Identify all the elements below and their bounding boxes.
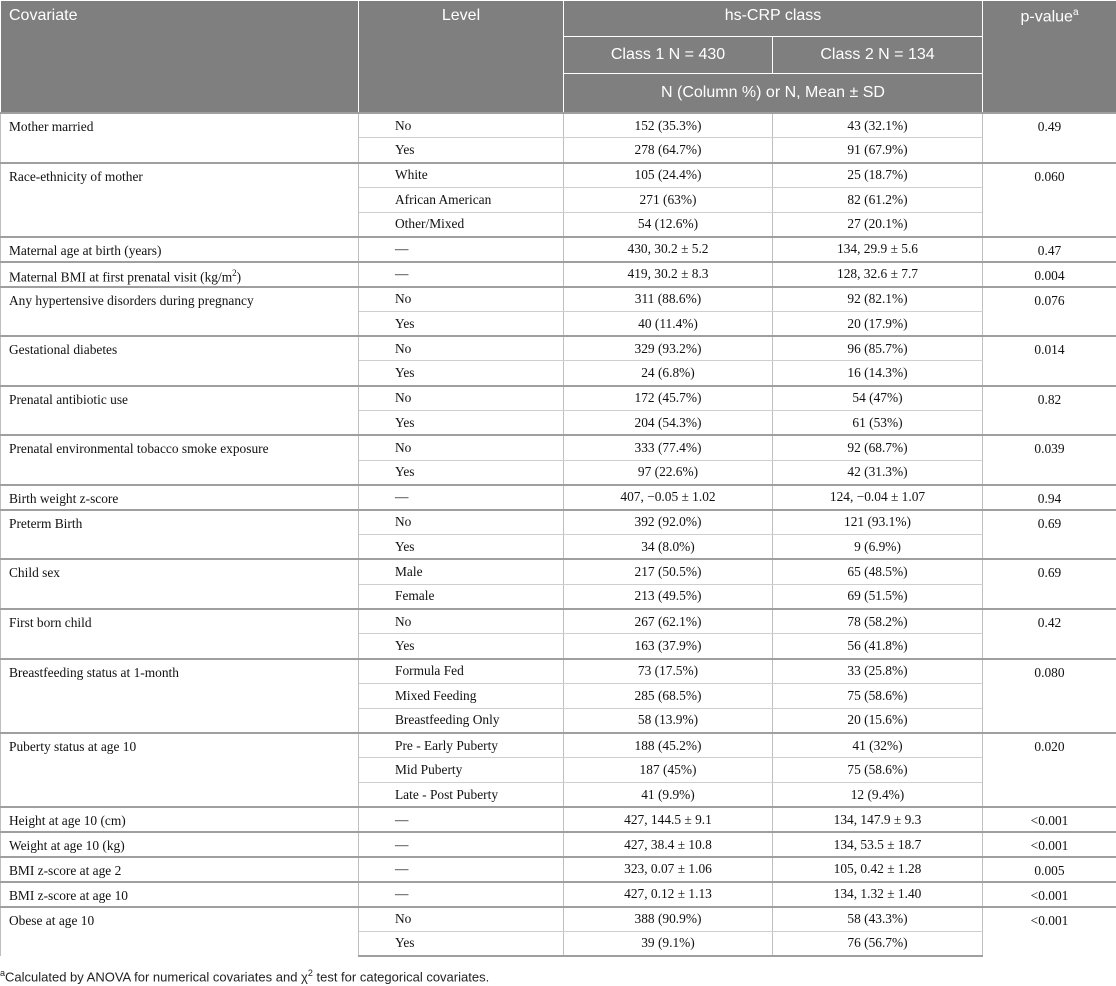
level-cell: Mixed Feeding xyxy=(359,683,564,708)
footnote-text-tail: test for categorical covariates. xyxy=(312,969,490,985)
level-cell: Female xyxy=(359,584,564,609)
covariate-superscript: 2 xyxy=(232,267,237,278)
class1-value-cell: 58 (13.9%) xyxy=(564,708,773,733)
class1-value-cell: 54 (12.6%) xyxy=(564,212,773,237)
class2-value-cell: 78 (58.2%) xyxy=(773,609,983,634)
level-cell: — xyxy=(359,485,564,510)
covariate-cell xyxy=(1,336,359,386)
class1-value-cell: 40 (11.4%) xyxy=(564,311,773,336)
table-row xyxy=(1,733,1116,758)
class2-value-cell: 20 (17.9%) xyxy=(773,311,983,336)
class2-value-cell: 134, 29.9 ± 5.6 xyxy=(773,237,983,262)
pvalue-cell: <0.001 xyxy=(983,882,1116,907)
table-row xyxy=(1,510,1116,535)
class2-value-cell: 91 (67.9%) xyxy=(773,138,983,163)
class2-value-cell: 20 (15.6%) xyxy=(773,708,983,733)
class2-value-cell: 56 (41.8%) xyxy=(773,634,983,659)
footnote-chi-exponent: 2 xyxy=(307,968,313,978)
level-cell: No xyxy=(359,907,564,932)
class1-value-cell: 427, 0.12 ± 1.13 xyxy=(564,882,773,907)
class2-value-cell: 42 (31.3%) xyxy=(773,460,983,485)
table-row xyxy=(1,609,1116,634)
header-class2: Class 2 N = 134 xyxy=(773,37,983,74)
pvalue-cell: 0.060 xyxy=(983,163,1116,237)
pvalue-cell: 0.69 xyxy=(983,559,1116,609)
table-row xyxy=(1,882,1116,907)
covariate-label: Height at age 10 (cm) xyxy=(9,813,126,829)
class1-value-cell: 430, 30.2 ± 5.2 xyxy=(564,237,773,262)
level-cell: — xyxy=(359,857,564,882)
covariate-cell xyxy=(1,510,359,560)
pvalue-cell: 0.42 xyxy=(983,609,1116,659)
class2-value-cell: 134, 147.9 ± 9.3 xyxy=(773,807,983,832)
footnote-text: Calculated by ANOVA for numerical covariates and χ xyxy=(5,969,308,985)
class1-value-cell: 34 (8.0%) xyxy=(564,535,773,560)
level-cell: — xyxy=(359,807,564,832)
table-row xyxy=(1,287,1116,312)
class2-value-cell: 124, −0.04 ± 1.07 xyxy=(773,485,983,510)
covariate-label: Mother married xyxy=(9,119,94,134)
class1-value-cell: 392 (92.0%) xyxy=(564,510,773,535)
pvalue-cell: 0.82 xyxy=(983,386,1116,436)
class1-value-cell: 39 (9.1%) xyxy=(564,931,773,956)
class1-value-cell: 213 (49.5%) xyxy=(564,584,773,609)
covariate-cell xyxy=(1,435,359,485)
table-row xyxy=(1,659,1116,684)
class2-value-cell: 69 (51.5%) xyxy=(773,584,983,609)
level-cell: — xyxy=(359,832,564,857)
covariate-label: First born child xyxy=(9,614,92,630)
table-row xyxy=(1,386,1116,411)
class2-value-cell: 134, 1.32 ± 1.40 xyxy=(773,882,983,907)
class2-value-cell: 25 (18.7%) xyxy=(773,163,983,188)
covariate-suffix: ) xyxy=(236,269,242,285)
covariate-label: Race-ethnicity of mother xyxy=(9,168,143,184)
class2-value-cell: 41 (32%) xyxy=(773,733,983,758)
class2-value-cell: 82 (61.2%) xyxy=(773,187,983,212)
table-header xyxy=(1,1,1116,114)
covariate-cell xyxy=(1,559,359,609)
class1-value-cell: 24 (6.8%) xyxy=(564,361,773,386)
pvalue-cell: 0.004 xyxy=(983,262,1116,287)
pvalue-cell: 0.005 xyxy=(983,857,1116,882)
class2-value-cell: 43 (32.1%) xyxy=(773,113,983,138)
pvalue-cell: <0.001 xyxy=(983,832,1116,857)
class1-value-cell: 97 (22.6%) xyxy=(564,460,773,485)
class1-value-cell: 172 (45.7%) xyxy=(564,386,773,411)
pvalue-cell: 0.039 xyxy=(983,435,1116,485)
header-pvalue-text: p-value xyxy=(1020,8,1073,26)
level-cell: Male xyxy=(359,559,564,584)
header-class1: Class 1 N = 430 xyxy=(564,37,773,74)
table-row xyxy=(1,807,1116,832)
class2-value-cell: 121 (93.1%) xyxy=(773,510,983,535)
class1-value-cell: 41 (9.9%) xyxy=(564,783,773,808)
class1-value-cell: 163 (37.9%) xyxy=(564,634,773,659)
class1-value-cell: 204 (54.3%) xyxy=(564,411,773,436)
covariate-cell xyxy=(1,733,359,807)
pvalue-cell: 0.47 xyxy=(983,237,1116,262)
covariate-label: Puberty status at age 10 xyxy=(9,738,137,754)
table-row xyxy=(1,857,1116,882)
table-row xyxy=(1,237,1116,262)
class2-value-cell: 75 (58.6%) xyxy=(773,758,983,783)
class2-value-cell: 105, 0.42 ± 1.28 xyxy=(773,857,983,882)
table-row xyxy=(1,113,1116,138)
level-cell: Breastfeeding Only xyxy=(359,708,564,733)
class1-value-cell: 311 (88.6%) xyxy=(564,287,773,312)
covariate-cell xyxy=(1,262,359,287)
table-row xyxy=(1,163,1116,188)
table-row xyxy=(1,435,1116,460)
class2-value-cell: 92 (82.1%) xyxy=(773,287,983,312)
covariate-label: Maternal age at birth (years) xyxy=(9,242,162,258)
covariate-label: BMI z-score at age 10 xyxy=(9,887,128,903)
level-cell: Mid Puberty xyxy=(359,758,564,783)
covariate-cell xyxy=(1,857,359,882)
level-cell: Yes xyxy=(359,931,564,956)
class1-value-cell: 427, 144.5 ± 9.1 xyxy=(564,807,773,832)
class1-value-cell: 329 (93.2%) xyxy=(564,336,773,361)
level-cell: No xyxy=(359,386,564,411)
class1-value-cell: 188 (45.2%) xyxy=(564,733,773,758)
covariate-cell xyxy=(1,882,359,907)
level-cell: African American xyxy=(359,187,564,212)
covariate-cell xyxy=(1,386,359,436)
table-body xyxy=(1,113,1116,956)
class1-value-cell: 105 (24.4%) xyxy=(564,163,773,188)
level-cell: — xyxy=(359,237,564,262)
covariate-cell xyxy=(1,609,359,659)
footnote-marker: a xyxy=(0,968,6,978)
covariate-cell xyxy=(1,113,359,163)
table-row xyxy=(1,262,1116,287)
level-cell: Yes xyxy=(359,634,564,659)
class2-value-cell: 54 (47%) xyxy=(773,386,983,411)
class2-value-cell: 61 (53%) xyxy=(773,411,983,436)
header-stat-description: N (Column %) or N, Mean ± SD xyxy=(564,74,983,114)
level-cell: Pre - Early Puberty xyxy=(359,733,564,758)
level-cell: No xyxy=(359,113,564,138)
class1-value-cell: 427, 38.4 ± 10.8 xyxy=(564,832,773,857)
class2-value-cell: 128, 32.6 ± 7.7 xyxy=(773,262,983,287)
level-cell: No xyxy=(359,336,564,361)
table-row xyxy=(1,336,1116,361)
level-cell: Yes xyxy=(359,311,564,336)
level-cell: Yes xyxy=(359,361,564,386)
pvalue-cell: <0.001 xyxy=(983,807,1116,832)
header-pvalue-sup: a xyxy=(1072,7,1079,18)
covariate-cell xyxy=(1,907,359,957)
class2-value-cell: 65 (48.5%) xyxy=(773,559,983,584)
level-cell: Other/Mixed xyxy=(359,212,564,237)
pvalue-cell: 0.014 xyxy=(983,336,1116,386)
class1-value-cell: 388 (90.9%) xyxy=(564,907,773,932)
header-level: Level xyxy=(359,1,564,114)
covariate-label: Child sex xyxy=(9,565,60,581)
class2-value-cell: 58 (43.3%) xyxy=(773,907,983,932)
table-row xyxy=(1,832,1116,857)
class2-value-cell: 92 (68.7%) xyxy=(773,435,983,460)
level-cell: Yes xyxy=(359,411,564,436)
class1-value-cell: 285 (68.5%) xyxy=(564,683,773,708)
level-cell: — xyxy=(359,882,564,907)
pvalue-cell: 0.49 xyxy=(983,113,1116,163)
class2-value-cell: 9 (6.9%) xyxy=(773,535,983,560)
covariate-label: Any hypertensive disorders during pregnancy xyxy=(9,292,254,308)
table-row xyxy=(1,559,1116,584)
class2-value-cell: 16 (14.3%) xyxy=(773,361,983,386)
class2-value-cell: 12 (9.4%) xyxy=(773,783,983,808)
header-covariate: Covariate xyxy=(1,1,359,114)
pvalue-cell: 0.020 xyxy=(983,733,1116,807)
class1-value-cell: 187 (45%) xyxy=(564,758,773,783)
class1-value-cell: 267 (62.1%) xyxy=(564,609,773,634)
header-pvalue xyxy=(983,1,1116,114)
class2-value-cell: 33 (25.8%) xyxy=(773,659,983,684)
class2-value-cell: 134, 53.5 ± 18.7 xyxy=(773,832,983,857)
level-cell: Yes xyxy=(359,460,564,485)
class2-value-cell: 76 (56.7%) xyxy=(773,931,983,956)
table-row xyxy=(1,907,1116,932)
level-cell: No xyxy=(359,435,564,460)
class2-value-cell: 27 (20.1%) xyxy=(773,212,983,237)
covariate-cell xyxy=(1,485,359,510)
pvalue-cell: 0.94 xyxy=(983,485,1116,510)
header-hscrp-class: hs-CRP class xyxy=(564,1,983,37)
class2-value-cell: 96 (85.7%) xyxy=(773,336,983,361)
pvalue-cell: 0.080 xyxy=(983,659,1116,733)
covariate-label: Prenatal environmental tobacco smoke exposure xyxy=(9,441,269,457)
level-cell: Yes xyxy=(359,138,564,163)
class1-value-cell: 152 (35.3%) xyxy=(564,113,773,138)
level-cell: — xyxy=(359,262,564,287)
level-cell: No xyxy=(359,609,564,634)
level-cell: Late - Post Puberty xyxy=(359,783,564,808)
table-row xyxy=(1,485,1116,510)
pvalue-cell: 0.076 xyxy=(983,287,1116,337)
covariate-cell xyxy=(1,807,359,832)
class1-value-cell: 419, 30.2 ± 8.3 xyxy=(564,262,773,287)
covariate-cell xyxy=(1,659,359,733)
covariate-label: Obese at age 10 xyxy=(9,912,95,928)
covariate-cell xyxy=(1,287,359,337)
covariate-label: Prenatal antibiotic use xyxy=(9,391,128,407)
covariate-cell xyxy=(1,163,359,237)
class1-value-cell: 217 (50.5%) xyxy=(564,559,773,584)
covariate-label: Weight at age 10 (kg) xyxy=(9,838,125,854)
pvalue-cell: <0.001 xyxy=(983,907,1116,957)
covariate-cell xyxy=(1,237,359,262)
class1-value-cell: 323, 0.07 ± 1.06 xyxy=(564,857,773,882)
covariate-cell xyxy=(1,832,359,857)
level-cell: Yes xyxy=(359,535,564,560)
covariate-label: Preterm Birth xyxy=(9,515,83,531)
level-cell: Formula Fed xyxy=(359,659,564,684)
level-cell: No xyxy=(359,287,564,312)
class2-value-cell: 75 (58.6%) xyxy=(773,683,983,708)
level-cell: White xyxy=(359,163,564,188)
covariate-label: Gestational diabetes xyxy=(9,342,118,358)
level-cell: No xyxy=(359,510,564,535)
covariate-label: Birth weight z-score xyxy=(9,490,119,506)
class1-value-cell: 271 (63%) xyxy=(564,187,773,212)
covariate-label: Maternal BMI at first prenatal visit (kg/m xyxy=(9,269,233,285)
class1-value-cell: 73 (17.5%) xyxy=(564,659,773,684)
table-footnote xyxy=(0,968,489,984)
class1-value-cell: 278 (64.7%) xyxy=(564,138,773,163)
pvalue-cell: 0.69 xyxy=(983,510,1116,560)
class1-value-cell: 407, −0.05 ± 1.02 xyxy=(564,485,773,510)
covariate-label: Breastfeeding status at 1-month xyxy=(9,664,179,680)
covariate-label: BMI z-score at age 2 xyxy=(9,862,122,878)
class1-value-cell: 333 (77.4%) xyxy=(564,435,773,460)
